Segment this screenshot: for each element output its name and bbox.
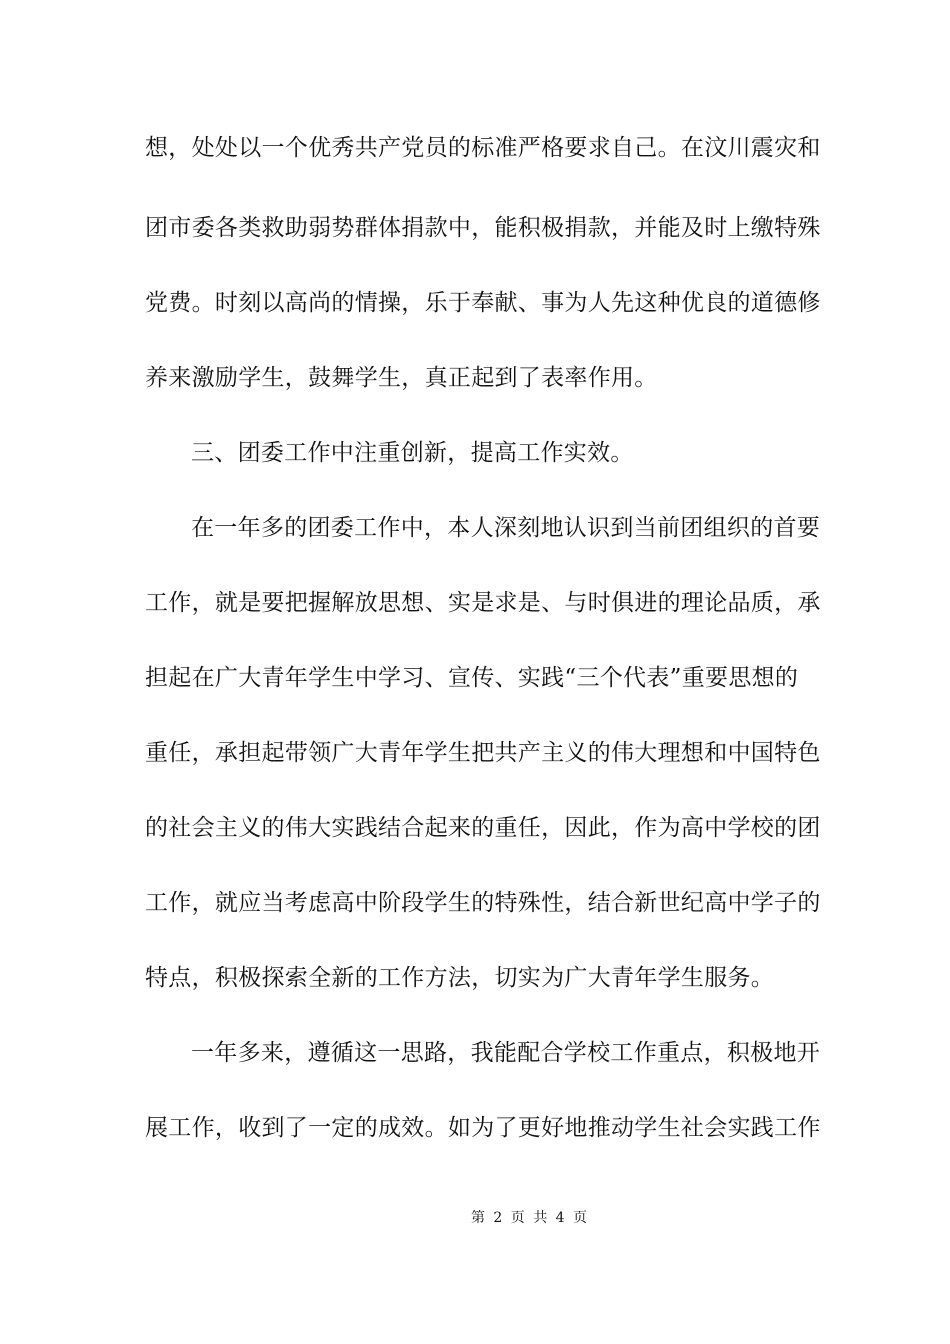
- text-line: 养来激励学生，鼓舞学生，真正起到了表率作用。: [145, 365, 658, 391]
- text-line: 工作，就是要把握解放思想、实是求是、与时俱进的理论品质，承: [145, 590, 821, 616]
- text-line: 在一年多的团委工作中，本人深刻地认识到当前团组织的首要: [191, 515, 821, 541]
- text-line: 想，处处以一个优秀共产党员的标准严格要求自己。在汶川震灾和: [145, 135, 821, 161]
- page-footer: 第 2 页 共 4 页: [470, 1210, 590, 1226]
- text-line: 重任，承担起带领广大青年学生把共产主义的伟大理想和中国特色: [145, 740, 821, 766]
- text-line: 一年多来，遵循这一思路，我能配合学校工作重点，积极地开: [191, 1040, 821, 1066]
- text-line: 工作，就应当考虑高中阶段学生的特殊性，结合新世纪高中学子的: [145, 890, 821, 916]
- text-line: 展工作，收到了一定的成效。如为了更好地推动学生社会实践工作: [145, 1115, 821, 1141]
- text-line: 特点，积极探索全新的工作方法，切实为广大青年学生服务。: [145, 965, 775, 991]
- section-heading: 三、团委工作中注重创新，提高工作实效。: [191, 440, 634, 466]
- text-line: 担起在广大青年学生中学习、宣传、实践“三个代表”重要思想的: [145, 665, 799, 691]
- text-line: 的社会主义的伟大实践结合起来的重任，因此，作为高中学校的团: [145, 815, 821, 841]
- text-line: 党费。时刻以高尚的情操，乐于奉献、事为人先这种优良的道德修: [145, 290, 821, 316]
- text-line: 团市委各类救助弱势群体捐款中，能积极捐款，并能及时上缴特殊: [145, 215, 821, 241]
